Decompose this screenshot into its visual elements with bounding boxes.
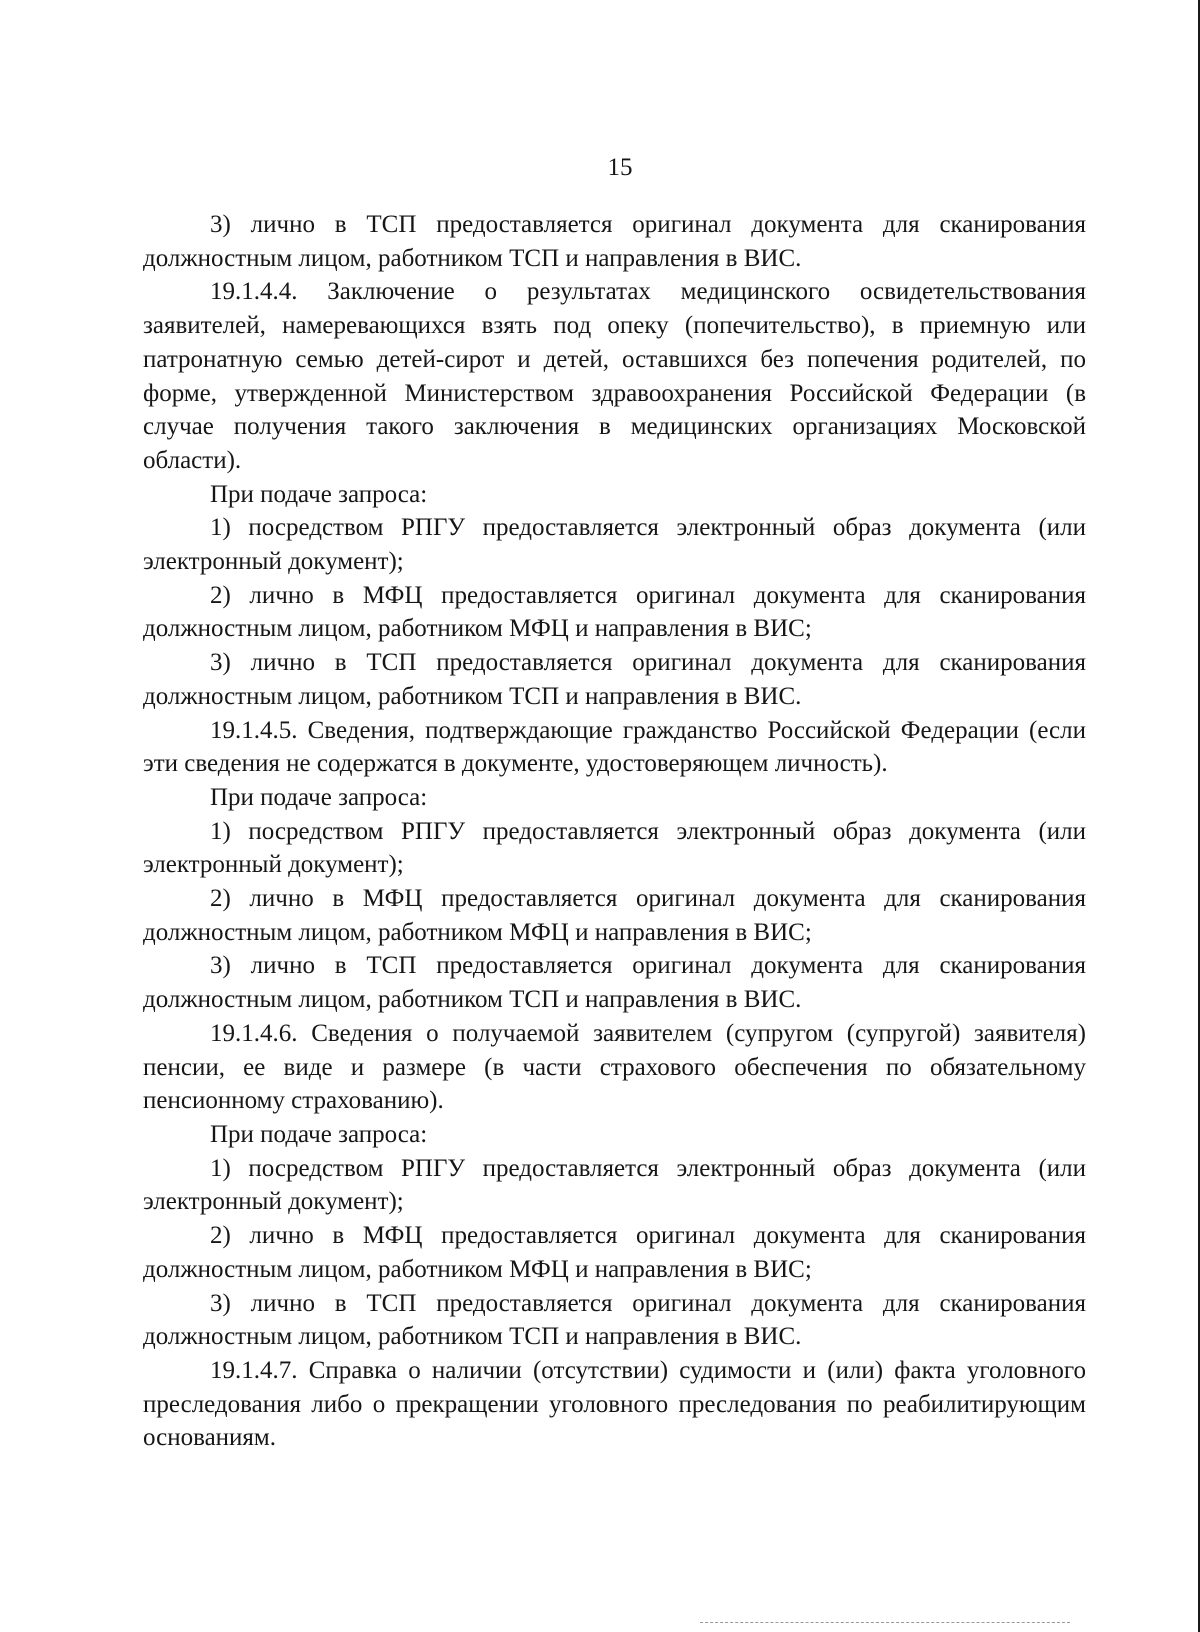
paragraph-tsp-item-3: 3) лично в ТСП предоставляется оригинал документа для сканирования должностным лицом, работником ТСП и направления в ВИС. (143, 211, 1086, 272)
paragraph-tsp-item-3: 3) лично в ТСП предоставляется оригинал документа для сканирования должностным лицом, работником ТСП и направления в ВИС. (143, 1289, 1086, 1351)
document-body (143, 208, 1086, 1455)
paragraph-mfc-item-2: 2) лично в МФЦ предоставляется оригинал документа для сканирования должностным лицом, работником МФЦ и направления в ВИС; (143, 581, 1086, 643)
paragraph-section-19-1-4-6: 19.1.4.6. Сведения о получаемой заявителем (супругом (супругой) заявителя) пенсии, ее виде и размере (в части страхового обеспечения по обязательному пенсионному страхованию). (143, 1019, 1086, 1115)
paragraph-mfc-item-2: 2) лично в МФЦ предоставляется оригинал документа для сканирования должностным лицом, работником МФЦ и направления в ВИС; (143, 1222, 1086, 1283)
paragraph-section-19-1-4-5: 19.1.4.5. Сведения, подтверждающие гражданство Российской Федерации (если эти сведения не содержатся в документе, удостоверяющем личность). (143, 716, 1086, 778)
scan-artifact-line (700, 1622, 1070, 1624)
page-number: 15 (607, 154, 633, 181)
paragraph-rpgu-item-1: 1) посредством РПГУ предоставляется электронный образ документа (или электронный документ); (143, 1154, 1086, 1216)
paragraph-section-19-1-4-4: 19.1.4.4. Заключение о результатах медицинского освидетельствования заявителей, намеревающихся взять под опеку (попечительство), в приемную или патронатную семью детей-сирот и детей, оставшихся без попечения родителей, по форме, утвержденной Министерством здравоохранения Российской Федерации (в случае получения такого заключения в медицинских организациях Московской области). (143, 278, 1086, 474)
paragraph-request-intro: При подаче запроса: (210, 480, 428, 508)
paragraph-rpgu-item-1: 1) посредством РПГУ предоставляется электронный образ документа (или электронный документ); (143, 514, 1086, 576)
paragraph-mfc-item-2: 2) лично в МФЦ предоставляется оригинал документа для сканирования должностным лицом, работником МФЦ и направления в ВИС; (143, 885, 1086, 946)
paragraph-request-intro: При подаче запроса: (210, 1120, 428, 1148)
paragraph-tsp-item-3: 3) лично в ТСП предоставляется оригинал документа для сканирования должностным лицом, работником ТСП и направления в ВИС. (143, 952, 1086, 1014)
paragraph-section-19-1-4-7: 19.1.4.7. Справка о наличии (отсутствии) судимости и (или) факта уголовного преследования либо о прекращении уголовного преследования по реабилитирующим основаниям. (143, 1356, 1086, 1452)
paragraph-request-intro: При подаче запроса: (210, 783, 428, 811)
paragraph-rpgu-item-1: 1) посредством РПГУ предоставляется электронный образ документа (или электронный документ); (143, 817, 1086, 879)
paragraph-tsp-item-3: 3) лично в ТСП предоставляется оригинал документа для сканирования должностным лицом, работником ТСП и направления в ВИС. (143, 649, 1086, 710)
